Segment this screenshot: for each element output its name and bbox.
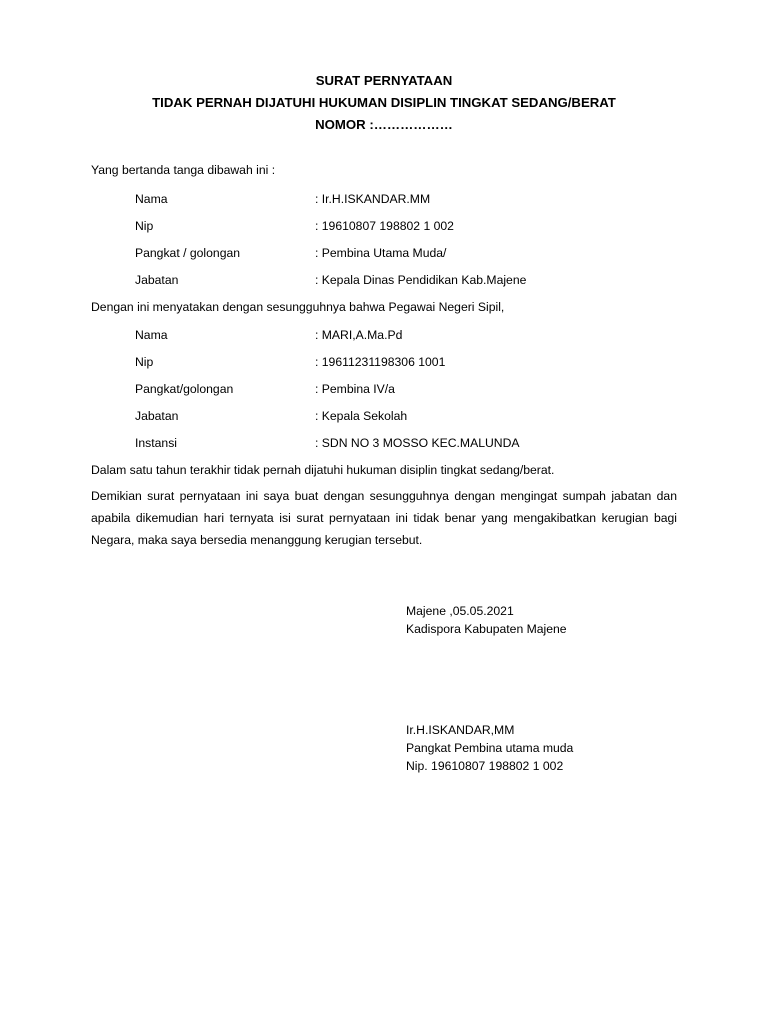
employee-label: Pangkat/golongan bbox=[135, 382, 234, 396]
signer-value: : Pembina Utama Muda/ bbox=[315, 246, 447, 260]
closing-paragraph: Demikian surat pernyataan ini saya buat dengan sesungguhnya dengan mengingat sumpah jabatan dan apabila dikemudian hari ternyata isi surat pernyataan ini tidak benar yang mengakibatkan kerugian bagi Negara, maka saya bersedia menanggung kerugian tersebut. bbox=[91, 489, 677, 547]
signer-label: Nama bbox=[135, 192, 168, 206]
employee-label: Instansi bbox=[135, 436, 178, 450]
statement-intro: Dengan ini menyatakan dengan sesungguhnya bahwa Pegawai Negeri Sipil, bbox=[91, 300, 505, 314]
signer-label: Pangkat / golongan bbox=[135, 246, 241, 260]
signature-rank: Pangkat Pembina utama muda bbox=[406, 741, 574, 755]
employee-value: : SDN NO 3 MOSSO KEC.MALUNDA bbox=[315, 436, 520, 450]
employee-value: : Pembina IV/a bbox=[315, 382, 395, 396]
employee-value: : 19611231198306 1001 bbox=[315, 355, 446, 369]
signer-value: : Kepala Dinas Pendidikan Kab.Majene bbox=[315, 273, 527, 287]
letter-title: SURAT PERNYATAAN bbox=[315, 73, 453, 88]
signer-value: : 19610807 198802 1 002 bbox=[315, 219, 454, 233]
statement-text: Dalam satu tahun terakhir tidak pernah dijatuhi hukuman disiplin tingkat sedang/berat. bbox=[91, 463, 555, 477]
signature-nip: Nip. 19610807 198802 1 002 bbox=[406, 759, 564, 773]
signature-office: Kadispora Kabupaten Majene bbox=[406, 622, 567, 636]
signer-label: Nip bbox=[135, 219, 154, 233]
signature-name: Ir.H.ISKANDAR,MM bbox=[406, 723, 515, 737]
employee-value: : Kepala Sekolah bbox=[315, 409, 408, 423]
employee-label: Nama bbox=[135, 328, 168, 342]
letter-number: NOMOR :……………… bbox=[315, 117, 453, 132]
signature-place-date: Majene ,05.05.2021 bbox=[406, 604, 514, 618]
employee-label: Jabatan bbox=[135, 409, 179, 423]
intro-text: Yang bertanda tanga dibawah ini : bbox=[91, 163, 276, 177]
employee-value: : MARI,A.Ma.Pd bbox=[315, 328, 403, 342]
signer-value: : Ir.H.ISKANDAR.MM bbox=[315, 192, 431, 206]
signer-label: Jabatan bbox=[135, 273, 179, 287]
letter-subtitle: TIDAK PERNAH DIJATUHI HUKUMAN DISIPLIN TINGKAT SEDANG/BERAT bbox=[152, 95, 616, 110]
employee-label: Nip bbox=[135, 355, 154, 369]
